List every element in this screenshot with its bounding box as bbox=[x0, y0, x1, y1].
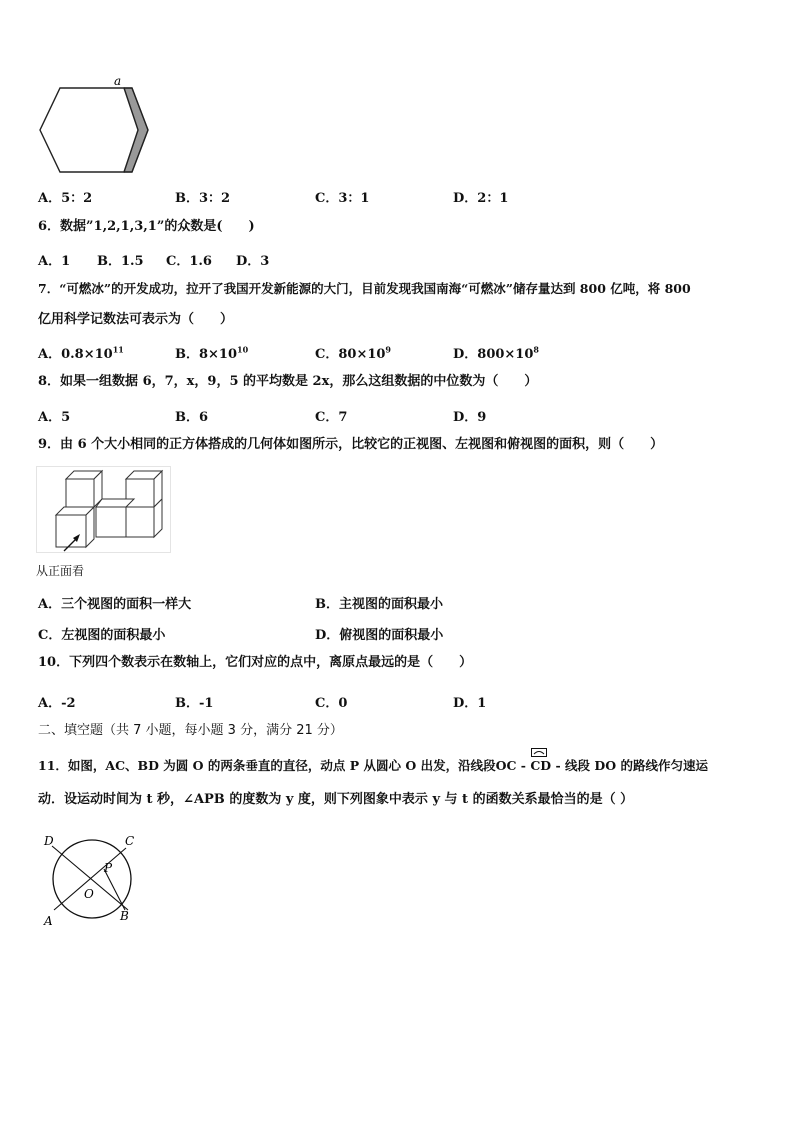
arc-cd-label: CD bbox=[530, 758, 552, 773]
q9-option-c[interactable]: C．左视图的面积最小 bbox=[38, 628, 166, 643]
circle-figure bbox=[36, 830, 148, 930]
q11-stem-line1-b: - 线段 DO 的路线作匀速运 bbox=[551, 758, 708, 773]
q7-option-d-exp: 8 bbox=[533, 344, 539, 355]
q11-stem-line2: 动．设运动时间为 t 秒，∠APB 的度数为 y 度，则下列图象中表示 y 与 t 的函数关系最恰当的是（ ） bbox=[38, 792, 634, 807]
label-a: A bbox=[44, 914, 53, 928]
q10-option-b[interactable]: B．-1 bbox=[175, 696, 214, 711]
q7-option-a[interactable] bbox=[38, 343, 124, 362]
q9-option-b[interactable]: B．主视图的面积最小 bbox=[315, 597, 443, 612]
cubes-figure bbox=[36, 466, 172, 554]
label-p: P bbox=[104, 861, 113, 875]
q9-option-a[interactable]: A．三个视图的面积一样大 bbox=[38, 597, 192, 612]
figure-label-a: a bbox=[114, 76, 122, 88]
q8-option-c[interactable]: C．7 bbox=[315, 410, 348, 425]
q5-option-d[interactable]: D．2：1 bbox=[453, 191, 509, 206]
q8-stem: 8．如果一组数据 6，7，x，9，5 的平均数是 2x，那么这组数据的中位数为（ ） bbox=[38, 374, 538, 389]
q7-option-a-base: A．0.8×10 bbox=[38, 347, 113, 362]
q5-option-c[interactable]: C．3：1 bbox=[315, 191, 370, 206]
q6-option-b[interactable]: B．1.5 bbox=[97, 254, 144, 269]
q5-option-b[interactable]: B．3：2 bbox=[175, 191, 231, 206]
q6-option-d[interactable]: D．3 bbox=[236, 254, 270, 269]
q8-option-a[interactable]: A．5 bbox=[38, 410, 71, 425]
label-o: O bbox=[84, 887, 94, 901]
q7-option-c-exp: 9 bbox=[385, 344, 391, 355]
q6-option-a[interactable]: A．1 bbox=[38, 254, 71, 269]
q7-option-c[interactable] bbox=[315, 343, 391, 362]
arc-cd bbox=[530, 758, 551, 774]
q7-option-d[interactable] bbox=[453, 343, 539, 362]
q9-figure-caption: 从正面看 bbox=[36, 564, 85, 578]
q10-stem: 10．下列四个数表示在数轴上，它们对应的点中，离原点最远的是（ ） bbox=[38, 655, 473, 670]
q7-option-a-exp: 11 bbox=[112, 344, 124, 355]
arc-symbol-icon bbox=[531, 748, 547, 757]
section-heading: 二、填空题（共 7 小题，每小题 3 分，满分 21 分） bbox=[38, 723, 343, 738]
q11-stem-line1-a: 11．如图，AC、BD 为圆 O 的两条垂直的直径，动点 P 从圆心 O 出发，沿线段OC - bbox=[38, 758, 531, 773]
q10-option-d[interactable]: D．1 bbox=[453, 696, 487, 711]
q5-option-a[interactable]: A．5：2 bbox=[38, 191, 93, 206]
q8-option-b[interactable]: B．6 bbox=[175, 410, 209, 425]
q7-stem-line2: 亿用科学记数法可表示为（ ） bbox=[38, 312, 234, 327]
q7-option-d-base: D．800×10 bbox=[453, 347, 534, 362]
q6-option-c[interactable]: C．1.6 bbox=[166, 254, 212, 269]
q7-stem-line1: 7．“可燃冰”的开发成功，拉开了我国开发新能源的大门，目前发现我国南海“可燃冰”储存量达到 800 亿吨，将 800 bbox=[38, 281, 691, 296]
label-b: B bbox=[120, 909, 129, 923]
q8-option-d[interactable]: D．9 bbox=[453, 410, 487, 425]
q7-option-b[interactable] bbox=[175, 343, 248, 362]
label-d: D bbox=[44, 834, 54, 848]
q7-option-c-base: C．80×10 bbox=[315, 347, 386, 362]
q6-stem: 6．数据”1,2,1,3,1”的众数是( ) bbox=[38, 219, 255, 234]
q7-option-b-exp: 10 bbox=[237, 344, 249, 355]
label-c: C bbox=[125, 834, 135, 848]
q10-option-c[interactable]: C．0 bbox=[315, 696, 348, 711]
q11-stem-line1 bbox=[38, 758, 708, 774]
q7-option-b-base: B．8×10 bbox=[175, 347, 238, 362]
q10-option-a[interactable]: A．-2 bbox=[38, 696, 76, 711]
q9-stem: 9．由 6 个大小相同的正方体搭成的几何体如图所示，比较它的正视图、左视图和俯视图的面积，则（ ） bbox=[38, 437, 664, 452]
q9-option-d[interactable]: D．俯视图的面积最小 bbox=[315, 628, 444, 643]
hexagon-figure bbox=[36, 76, 156, 176]
